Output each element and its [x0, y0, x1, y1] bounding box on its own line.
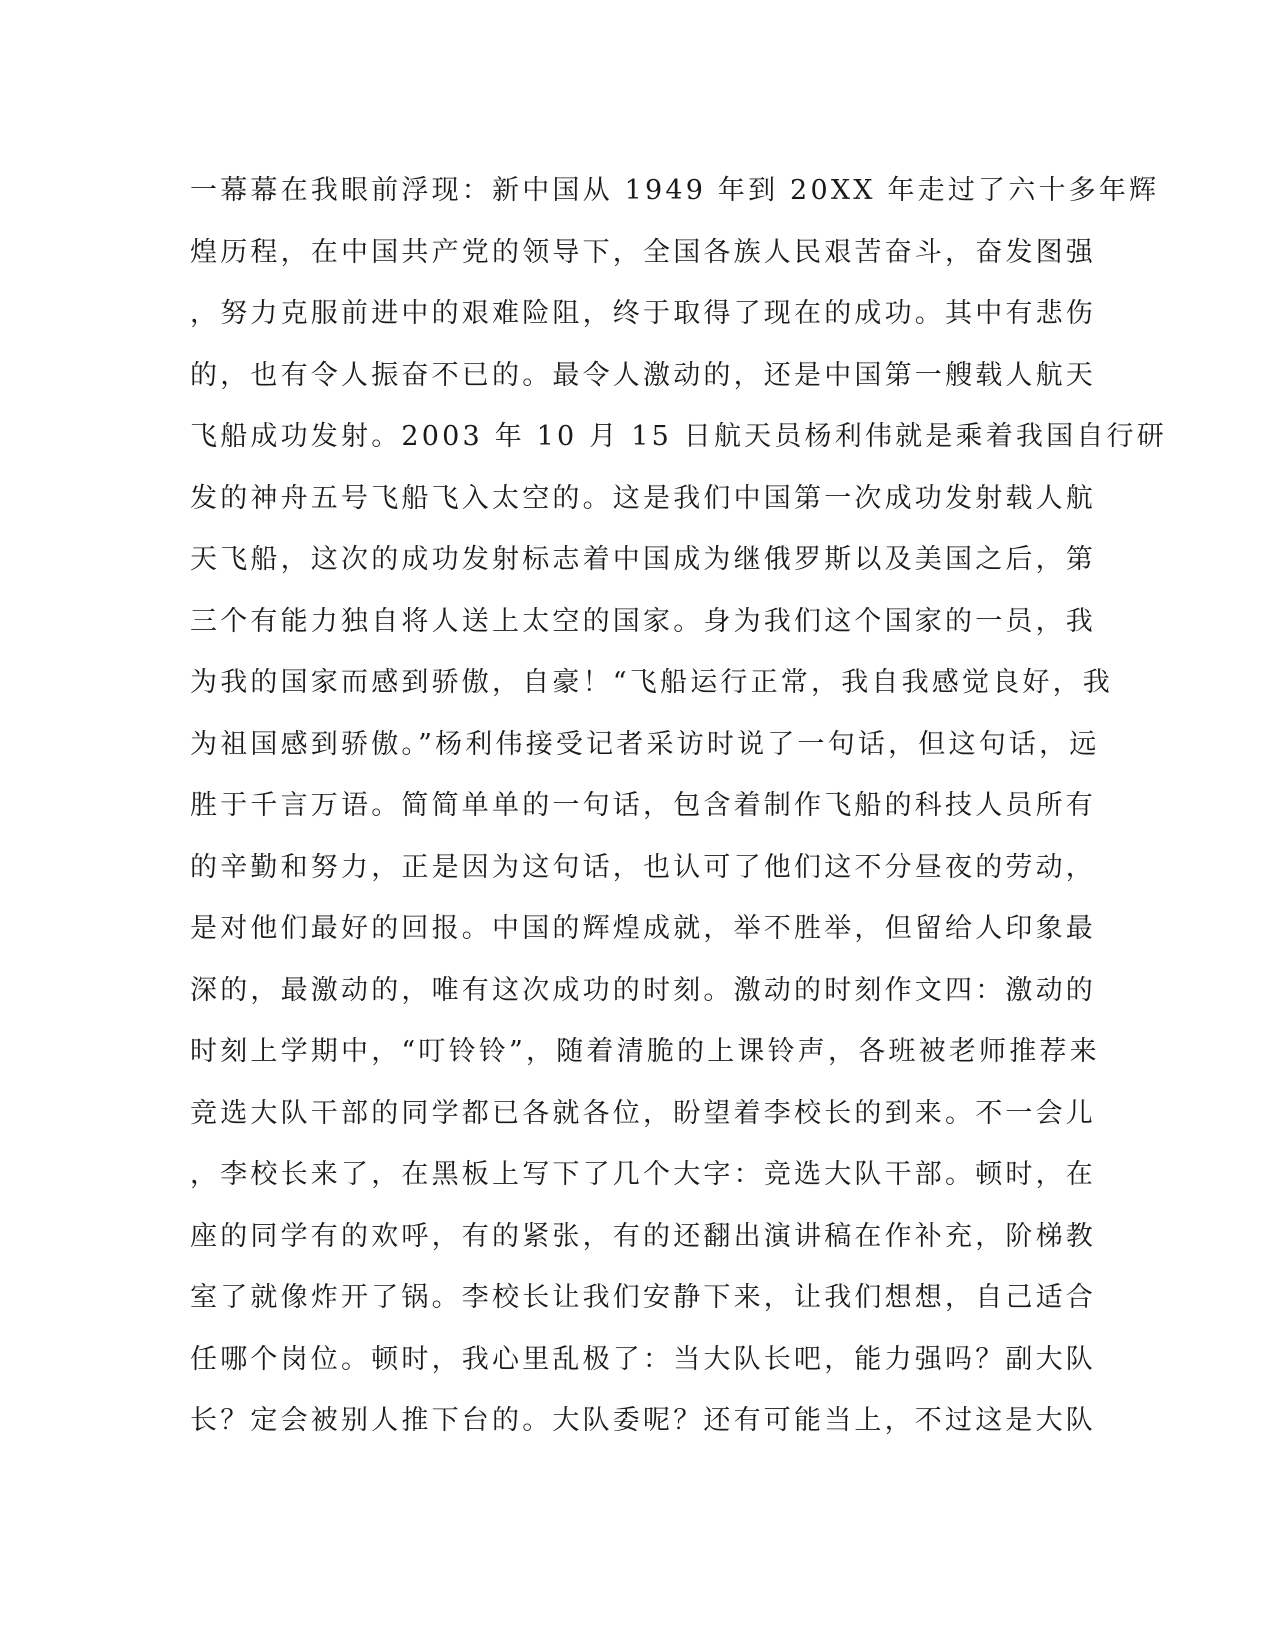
text-line: 为祖国感到骄傲。”杨利伟接受记者采访时说了一句话，但这句话，远 — [190, 728, 1100, 760]
text-line: 发的神舟五号飞船飞入太空的。这是我们中国第一次成功发射载人航 — [190, 482, 1096, 514]
body-text — [190, 160, 1167, 1452]
text-line: 任哪个岗位。顿时，我心里乱极了：当大队长吧，能力强吗？副大队 — [190, 1343, 1096, 1375]
text-line: 的辛勤和努力，正是因为这句话，也认可了他们这不分昼夜的劳动， — [190, 851, 1096, 883]
text-line: 一幕幕在我眼前浮现：新中国从 1949 年到 20XX 年走过了六十多年辉 — [190, 175, 1160, 206]
text-line: 座的同学有的欢呼，有的紧张，有的还翻出演讲稿在作补充，阶梯教 — [190, 1220, 1096, 1252]
text-line: 室了就像炸开了锅。李校长让我们安静下来，让我们想想，自己适合 — [190, 1282, 1096, 1313]
text-line: ，李校长来了，在黑板上写下了几个大字：竞选大队干部。顿时，在 — [190, 1159, 1096, 1190]
text-line: 长？定会被别人推下台的。大队委呢？还有可能当上，不过这是大队 — [190, 1405, 1096, 1436]
text-line: 竞选大队干部的同学都已各就各位，盼望着李校长的到来。不一会儿 — [190, 1097, 1096, 1129]
text-line: ，努力克服前进中的艰难险阻，终于取得了现在的成功。其中有悲伤 — [190, 298, 1096, 329]
text-line: 煌历程，在中国共产党的领导下，全国各族人民艰苦奋斗，奋发图强 — [190, 236, 1096, 268]
text-line: 是对他们最好的回报。中国的辉煌成就，举不胜举，但留给人印象最 — [190, 913, 1096, 944]
text-line: 天飞船，这次的成功发射标志着中国成为继俄罗斯以及美国之后，第 — [190, 544, 1096, 575]
text-line: 胜于千言万语。简简单单的一句话，包含着制作飞船的科技人员所有 — [190, 790, 1096, 821]
text-line: 飞船成功发射。2003 年 10 月 15 日航天员杨利伟就是乘着我国自行研 — [190, 421, 1167, 452]
text-line: 深的，最激动的，唯有这次成功的时刻。激动的时刻作文四：激动的 — [190, 974, 1096, 1006]
text-line: 为我的国家而感到骄傲，自豪！“飞船运行正常，我自我感觉良好，我 — [190, 667, 1114, 698]
text-line: 的，也有令人振奋不已的。最令人激动的，还是中国第一艘载人航天 — [190, 359, 1096, 391]
text-line: 三个有能力独自将人送上太空的国家。身为我们这个国家的一员，我 — [190, 605, 1096, 637]
text-line: 时刻上学期中，“叮铃铃”，随着清脆的上课铃声，各班被老师推荐来 — [190, 1036, 1100, 1067]
